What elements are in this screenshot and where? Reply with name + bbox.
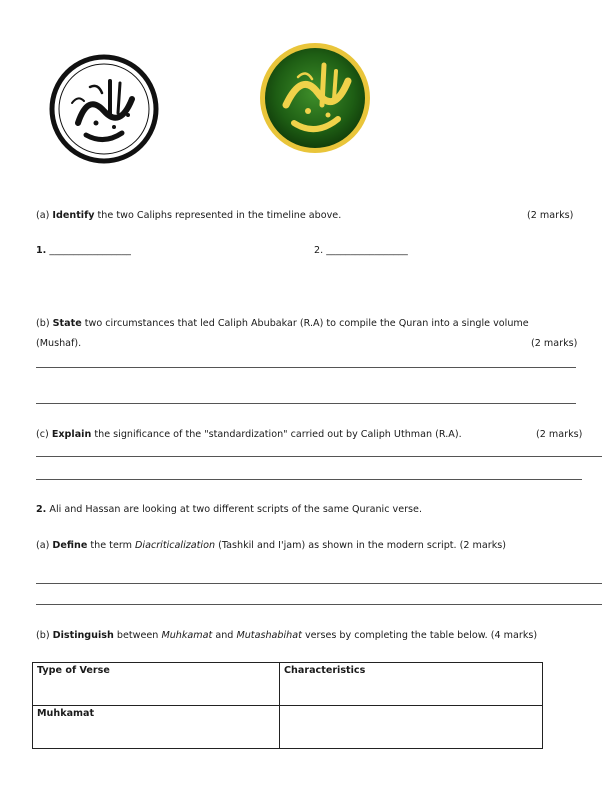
q1a-verb: Identify (52, 210, 95, 221)
q1a-answer-1 (36, 245, 131, 256)
q1c-answer-line-2[interactable] (36, 479, 582, 480)
q2b-text: verses by completing the table below. (4 marks) (301, 630, 538, 641)
q2a-question (36, 540, 506, 551)
q1a-prefix: (a) (36, 210, 53, 221)
q2a-prefix: (a) (36, 540, 53, 551)
q2b-mid: between (113, 630, 162, 641)
q1c-marks: (2 marks) (536, 429, 583, 440)
q2-stem (36, 504, 422, 515)
row-muhkamat-characteristics[interactable] (280, 706, 543, 749)
q1c-answer-line-1[interactable] (36, 456, 602, 457)
q1b-verb: State (52, 318, 82, 329)
header-characteristics: Characteristics (280, 663, 543, 706)
q2b-verb: Distinguish (52, 630, 114, 641)
q2-number: 2. (36, 504, 47, 515)
q2-text: Ali and Hassan are looking at two different scripts of the same Quranic verse. (46, 504, 422, 515)
q1b-answer-line-1[interactable] (36, 367, 576, 368)
q2a-text: (Tashkil and I'jam) as shown in the modern script. (2 marks) (215, 540, 507, 551)
answer-2-label: 2. (314, 245, 324, 256)
q2a-term: Diacriticalization (135, 540, 216, 551)
q1b-marks: (2 marks) (531, 338, 578, 349)
table-header-row (33, 663, 543, 706)
q2a-answer-line-1[interactable] (36, 583, 602, 584)
q1c-prefix: (c) (36, 429, 52, 440)
q2b-term-1: Muhkamat (161, 630, 213, 641)
answer-2-blank[interactable]: _________________ (326, 245, 408, 256)
q2b-and: and (212, 630, 237, 641)
q2a-verb: Define (52, 540, 88, 551)
uthman-calligraphy-seal (258, 41, 372, 155)
q1b-line-2: (Mushaf). (36, 338, 82, 349)
verse-types-table (32, 662, 543, 749)
answer-1-label: 1. (36, 245, 47, 256)
q2a-answer-line-2[interactable] (36, 604, 602, 605)
header-type-of-verse: Type of Verse (33, 663, 280, 706)
q1a-text: the two Caliphs represented in the timeline above. (94, 210, 342, 221)
abubakar-calligraphy-seal (48, 53, 160, 165)
q1b-question (36, 318, 529, 329)
q2b-question (36, 630, 537, 641)
q1a-answer-2 (314, 245, 408, 256)
q2b-prefix: (b) (36, 630, 53, 641)
q1c-text: the significance of the "standardization" carried out by Caliph Uthman (R.A). (91, 429, 462, 440)
q1c-verb: Explain (51, 429, 92, 440)
q1a-marks: (2 marks) (527, 210, 574, 221)
q1b-prefix: (b) (36, 318, 53, 329)
q1c-question (36, 429, 462, 440)
q2b-term-2: Mutashabihat (236, 630, 302, 641)
q1b-answer-line-2[interactable] (36, 403, 576, 404)
row-muhkamat-type: Muhkamat (33, 706, 280, 749)
q2a-mid: the term (87, 540, 136, 551)
table-row (33, 706, 543, 749)
q1b-text: two circumstances that led Caliph Abubakar (R.A) to compile the Quran into a single volume (81, 318, 529, 329)
answer-1-blank[interactable]: _________________ (49, 245, 131, 256)
q1a-question (36, 210, 341, 221)
